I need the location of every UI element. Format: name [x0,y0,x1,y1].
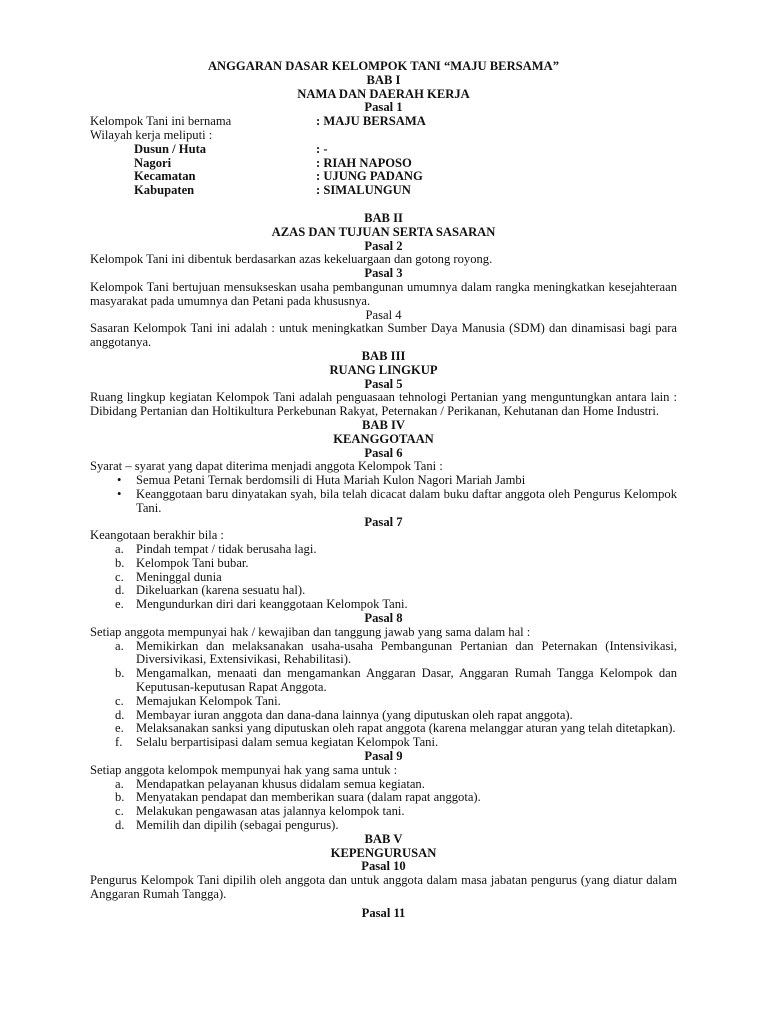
list-item: • Semua Petani Ternak berdomsili di Huta Mariah Kulon Nagori Mariah Jambi [90,474,677,488]
bab3-subtitle: RUANG LINGKUP [329,362,438,377]
pasal1-heading: Pasal 1 [364,100,403,115]
field-label: Dusun / Huta [134,141,207,156]
pasal3-text: Kelompok Tani bertujuan mensukseskan usaha pembangunan umumnya dalam rangka meningkatkan kesejahteraan masyarakat pada umumnya dan Petani pada khususnya. [90,279,677,308]
list-item [90,805,677,819]
pasal9-intro: Setiap anggota kelompok mempunyai hak yang sama untuk : [90,762,398,777]
list-marker: e. [115,597,124,612]
field-label: Kabupaten [134,183,195,198]
bab5-heading: BAB V [364,831,403,846]
list-marker: c. [115,569,124,584]
list-text: Memikirkan dan melaksanakan usaha-usaha Pembangunan Pertanian dan Peternakan (Intensivikasi, Diversivikasi, Extensivikasi, Rehabilitasi). [136,638,677,667]
pasal9-list [90,778,677,833]
list-item [90,709,677,723]
list-text: Mendapatkan pelayanan khusus didalam semua kegiatan. [136,776,425,791]
list-text: Menyatakan pendapat dan memberikan suara (dalam rapat anggota). [136,790,481,805]
list-marker: d. [115,818,125,833]
list-text: Kelompok Tani bubar. [136,555,249,570]
field-value: : SIMALUNGUN [316,183,411,198]
pasal10-text: Pengurus Kelompok Tani dipilih oleh anggota dan untuk anggota dalam masa jabatan pengurus (yang diatur dalam Anggaran Rumah Tangga). [90,873,677,902]
field-value: : - [316,141,328,156]
pasal9-heading: Pasal 9 [364,749,403,764]
list-marker: e. [115,721,124,736]
group-name-label: Kelompok Tani ini bernama [90,114,232,129]
pasal5-text: Ruang lingkup kegiatan Kelompok Tani adalah penguasaan tehnologi Pertanian yang menguntungkan antara lain : Dibidang Pertanian dan Holtikultura Perkebunan Rakyat, Peternakan / Perikanan, Kehutanan dan Home Industri. [90,390,677,419]
list-marker: b. [115,666,125,681]
list-item [90,571,677,585]
bab2-subtitle: AZAS DAN TUJUAN SERTA SASARAN [271,224,496,239]
pasal6-heading: Pasal 6 [364,445,403,460]
bab2-heading: BAB II [364,210,403,225]
list-marker: b. [115,790,125,805]
list-marker: a. [115,776,124,791]
list-item [90,640,677,668]
bab4-subtitle: KEANGGOTAAN [333,431,434,446]
field-value: : RIAH NAPOSO [316,155,412,170]
list-text: Meninggal dunia [136,569,222,584]
group-name-value: : MAJU BERSAMA [316,114,426,129]
field-value: : UJUNG PADANG [316,169,423,184]
pasal4-text: Sasaran Kelompok Tani ini adalah : untuk meningkatkan Sumber Daya Manusia (SDM) dan dinamisasi bagi para anggotanya. [90,321,677,350]
list-item: • Keanggotaan baru dinyatakan syah, bila telah dicacat dalam buku daftar anggota oleh Pengurus Kelompok Tani. [90,488,677,516]
field-label: Nagori [134,155,172,170]
list-text: Membayar iuran anggota dan dana-dana lainnya (yang diputuskan oleh rapat anggota). [136,707,573,722]
list-item [90,722,677,736]
list-item [90,584,677,598]
pasal6-list [90,474,677,515]
pasal3-heading: Pasal 3 [364,266,403,281]
field-row [90,170,677,184]
list-text: Pindah tempat / tidak berusaha lagi. [136,542,317,557]
list-item [90,667,677,695]
pasal8-intro: Setiap anggota mempunyai hak / kewajiban dan tanggung jawab yang sama dalam hal : [90,624,531,639]
document-title: ANGGARAN DASAR KELOMPOK TANI “MAJU BERSAMA” [207,59,560,73]
list-marker: a. [115,638,124,653]
field-row [90,143,677,157]
list-item [90,695,677,709]
list-marker: f. [115,735,123,750]
list-item [90,778,677,792]
section-spacer [90,198,677,212]
field-row [90,157,677,171]
list-marker: c. [115,693,124,708]
bab1-heading: BAB I [366,72,401,87]
pasal5-heading: Pasal 5 [364,376,403,391]
list-text: Dikeluarkan (karena sesuatu hal). [136,583,306,598]
list-marker: a. [115,542,124,557]
field-row [90,184,677,198]
bab4-heading: BAB IV [361,417,406,432]
list-item [90,598,677,612]
document-body [90,60,677,921]
list-marker: b. [115,555,125,570]
pasal8-list [90,640,677,750]
pasal7-intro: Keangotaan berakhir bila : [90,528,224,543]
pasal10-heading: Pasal 10 [361,859,406,874]
list-item [90,736,677,750]
list-text: Mengundurkan diri dari keanggotaan Kelompok Tani. [136,597,408,612]
pasal7-list [90,543,677,612]
pasal8-heading: Pasal 8 [364,611,403,626]
list-item [90,819,677,833]
list-text: Selalu berpartisipasi dalam semua kegiatan Kelompok Tani. [136,735,439,750]
list-item [90,543,677,557]
pasal6-intro: Syarat – syarat yang dapat diterima menjadi anggota Kelompok Tani : [90,459,443,474]
list-text: Melaksanakan sanksi yang diputuskan oleh rapat anggota (karena melanggar aturan yang telah ditetapkan). [136,721,676,736]
pasal11-heading: Pasal 11 [361,905,406,920]
list-text: Melakukan pengawasan atas jalannya kelompok tani. [136,804,405,819]
list-marker: d. [115,583,125,598]
list-marker: d. [115,707,125,722]
wilayah-label: Wilayah kerja meliputi : [90,127,213,142]
bab1-subtitle: NAMA DAN DAERAH KERJA [297,86,470,101]
group-name-row [90,115,677,129]
pasal4-heading: Pasal 4 [365,307,402,322]
pasal2-text: Kelompok Tani ini dibentuk berdasarkan azas kekeluargaan dan gotong royong. [90,252,493,267]
bab3-heading: BAB III [361,348,406,363]
field-label: Kecamatan [134,169,196,184]
list-text: Memilih dan dipilih (sebagai pengurus). [136,818,339,833]
list-text: Memajukan Kelompok Tani. [136,693,281,708]
list-item [90,791,677,805]
list-text: Mengamalkan, menaati dan mengamankan Anggaran Dasar, Anggaran Rumah Tangga Kelompok dan Keputusan-keputusan Rapat Anggota. [136,666,677,695]
list-marker: c. [115,804,124,819]
pasal7-heading: Pasal 7 [364,514,403,529]
pasal2-heading: Pasal 2 [364,238,403,253]
list-item [90,557,677,571]
bab5-subtitle: KEPENGURUSAN [330,845,437,860]
